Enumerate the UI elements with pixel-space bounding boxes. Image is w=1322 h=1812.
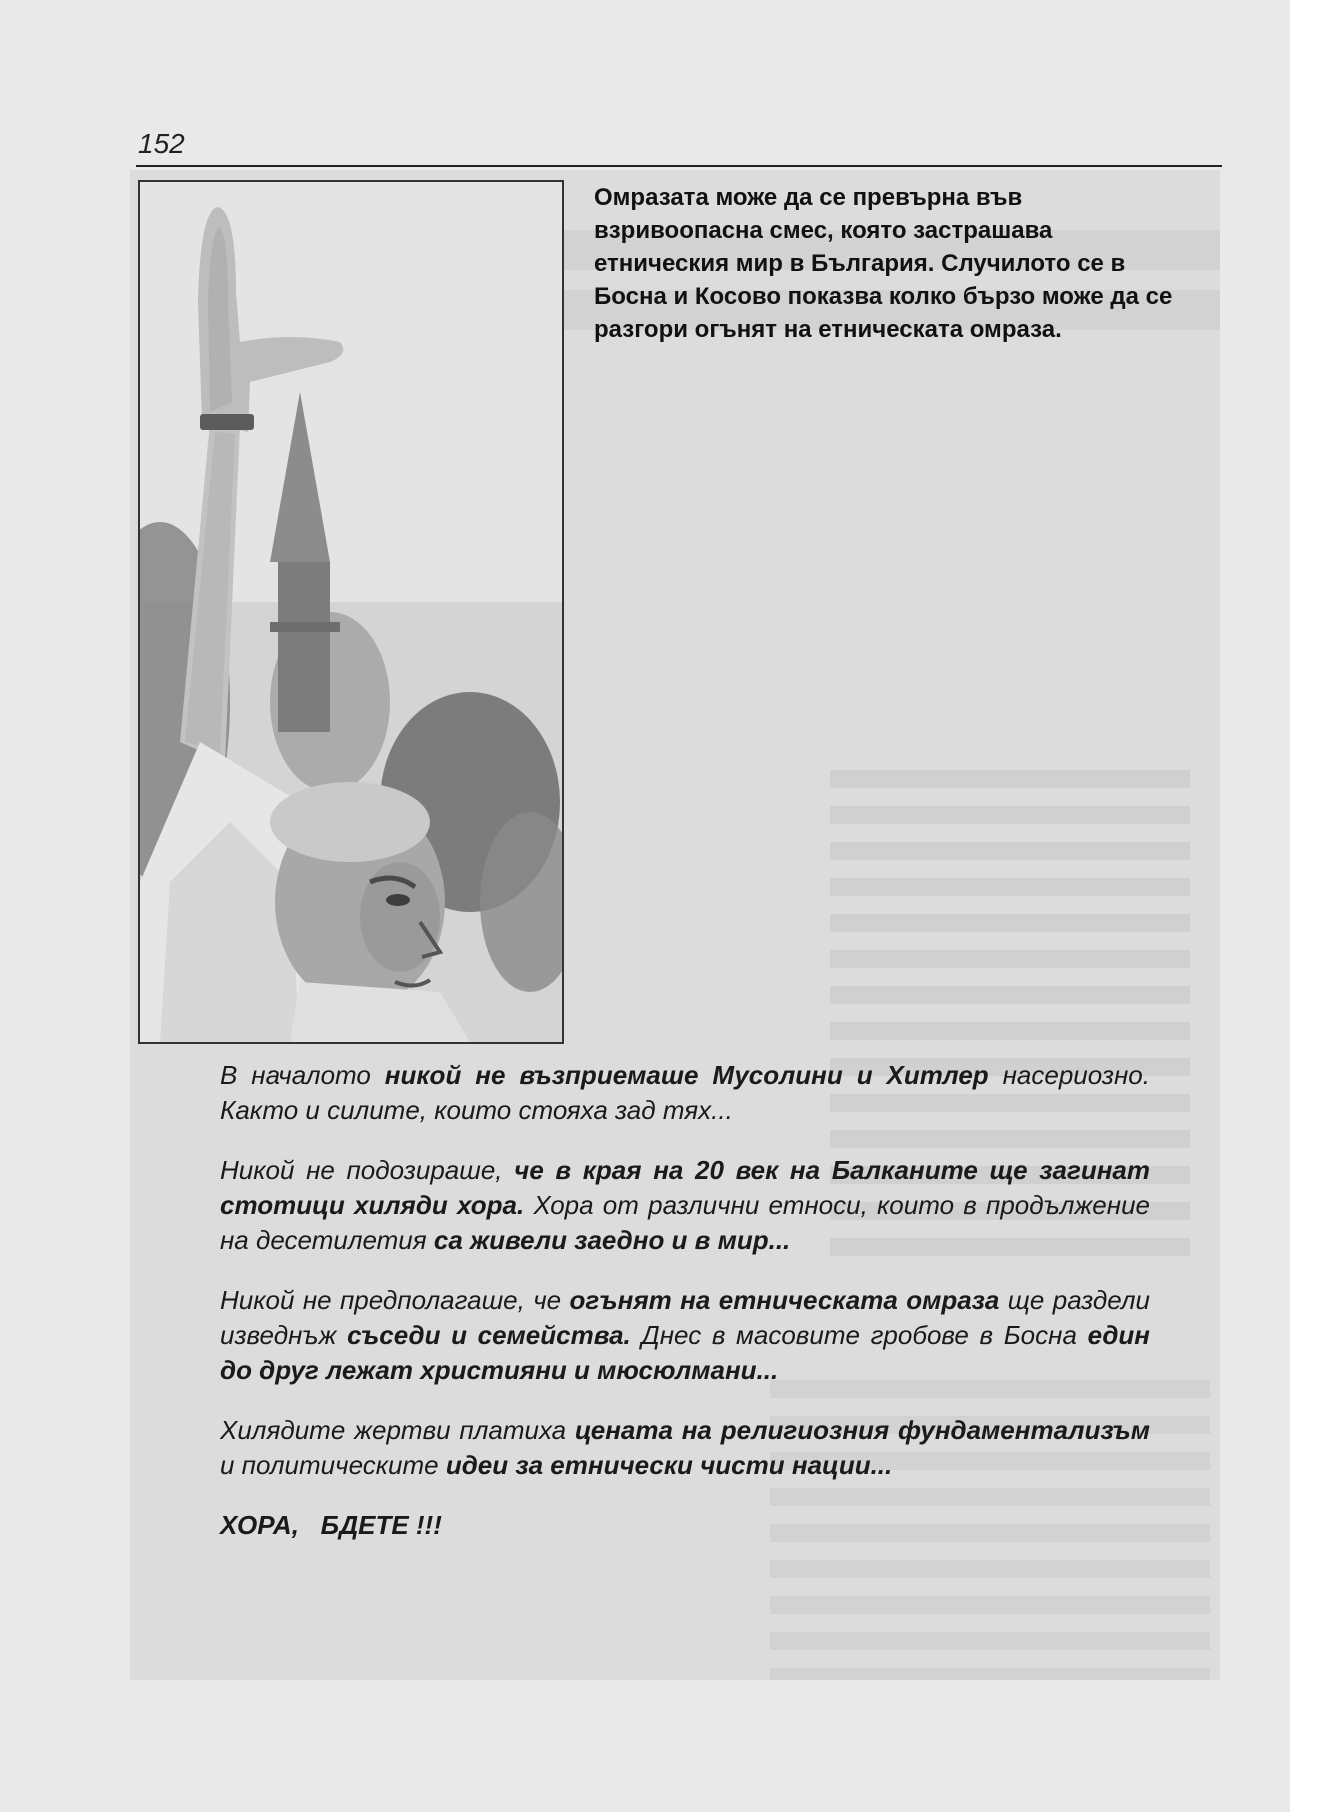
paragraph-2 (220, 1153, 1150, 1258)
slogan: ХОРА, БДЕТЕ !!! (220, 1510, 442, 1540)
p1-bold-1: никой не възприемаше Мусолини и Хитлер (384, 1060, 989, 1090)
p3-text-2: ще раздели изведнъж (220, 1285, 1150, 1350)
salute-photo-illustration (140, 182, 562, 1042)
p1-text-2: насериозно. Както и силите, които стояха зад тях... (220, 1060, 1150, 1125)
p1-text-1: В началото (220, 1060, 385, 1090)
p2-text-1: Никой не подозираше, (220, 1155, 515, 1185)
p2-bold-1: че в края на 20 век на Балканите ще загинат стотици хиляди хора. (220, 1155, 1150, 1220)
p2-text-2: Хора от различни етноси, които в продължение на десетилетия (220, 1190, 1150, 1255)
salute-photo (138, 180, 564, 1044)
page-edge (1290, 0, 1322, 1812)
p3-bold-1: огънят на етническата омраза (569, 1285, 1000, 1315)
paragraph-1 (220, 1058, 1150, 1128)
photo-caption: Омразата може да се превърна във взривоопасна смес, която застрашава етническия мир в България. Случилото се в Босна и Косово показва колко бързо може да се разгори огънят на етническата омраза. (594, 184, 1173, 343)
p3-text-1: Никой не предполагаше, че (220, 1285, 570, 1315)
paragraph-3 (220, 1283, 1150, 1388)
page-number: 152 (138, 128, 185, 159)
header-rule (136, 165, 1222, 167)
p4-bold-1: цената на религиозния фундаментализъм (574, 1415, 1150, 1445)
p3-text-3: Днес в масовите гробове в Босна (630, 1320, 1088, 1350)
p2-bold-2: са живели заедно и в мир... (433, 1225, 791, 1255)
p4-text-2: и политическите (220, 1450, 446, 1480)
paragraph-4 (220, 1413, 1150, 1483)
p3-bold-2: съседи и семейства. (347, 1320, 631, 1350)
main-text (220, 1058, 1150, 1543)
p3-bold-3: един до друг лежат християни и мюсюлмани... (220, 1320, 1150, 1385)
p4-bold-2: идеи за етнически чисти нации... (445, 1450, 893, 1480)
p4-text-1: Хилядите жертви платиха (220, 1415, 575, 1445)
